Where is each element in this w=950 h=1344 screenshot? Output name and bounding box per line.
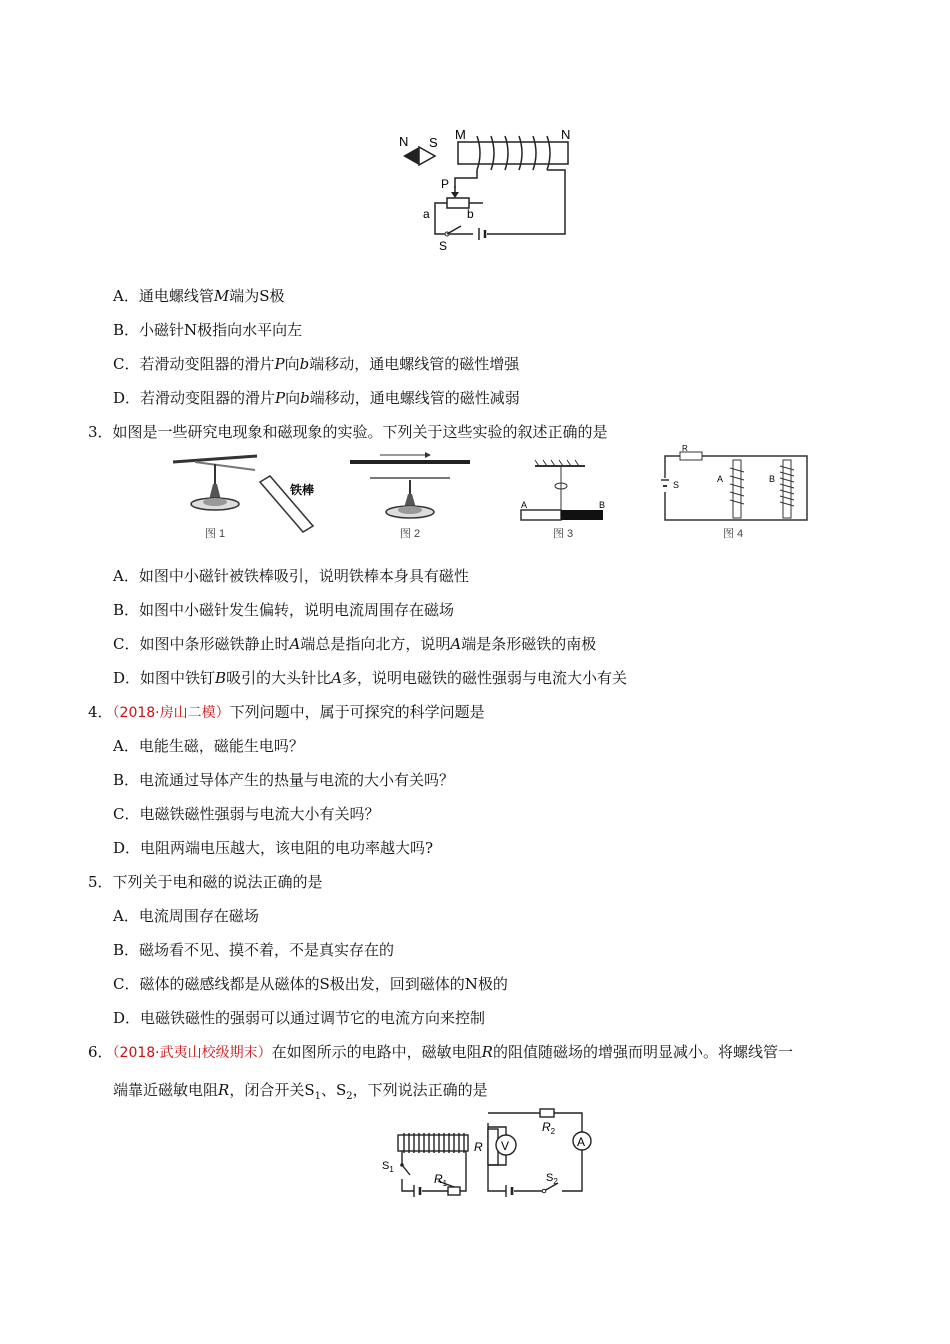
q4-source: （2018·房山二模）	[112, 705, 230, 721]
fig1-iron-bar-label: 铁棒	[290, 483, 315, 497]
q6-circuit-figure	[378, 1105, 608, 1205]
needle-s-label: S	[429, 135, 438, 150]
q2-option-d: D．若滑动变阻器的滑片P向b端移动，通电螺线管的磁性减弱	[113, 389, 520, 407]
meter-a-label: A	[577, 1135, 586, 1149]
fig1-caption: 图 1	[205, 528, 226, 540]
q3-option-c: C．如图中条形磁铁静止时A端总是指向北方，说明A端是条形磁铁的南极	[113, 635, 597, 653]
solenoid-n-label: N	[561, 127, 571, 142]
q2-option-c: C．若滑动变阻器的滑片P向b端移动，通电螺线管的磁性增强	[113, 355, 520, 373]
fig4-b-label: B	[769, 474, 776, 484]
q4-option-c: C．电磁铁磁性强弱与电流大小有关吗？	[113, 805, 380, 823]
slider-p-label: P	[441, 177, 450, 191]
q4-option-a: A．电能生磁，磁能生电吗？	[113, 737, 304, 755]
meter-v-label: V	[501, 1139, 510, 1153]
fig4-caption: 图 4	[723, 528, 744, 540]
q4-option-b: B．电流通过导体产生的热量与电流的大小有关吗？	[113, 771, 455, 789]
solenoid-circuit-figure	[395, 126, 585, 256]
compass-needle-north	[403, 147, 419, 165]
q3-option-b: B．如图中小磁针发生偏转，说明电流周围存在磁场	[113, 601, 455, 619]
q4-stem: 4．（2018·房山二模）下列问题中，属于可探究的科学问题是	[88, 703, 485, 721]
fig3-a-label: A	[521, 500, 528, 510]
q5-option-c: C．磁体的磁感线都是从磁体的S极出发，回到磁体的N极的	[113, 975, 508, 993]
solenoid-core	[458, 142, 568, 164]
fig3-hanging-bar-magnet	[521, 460, 605, 540]
fig4-s-label: S	[673, 480, 680, 490]
q4-option-d: D．电阻两端电压越大，该电阻的电功率越大吗?	[113, 839, 434, 857]
fig2-caption: 图 2	[400, 528, 421, 540]
q6-stem-line1: 6．（2018·武夷山校级期末）在如图所示的电路中，磁敏电阻R的阻值随磁场的增强而明显减小。将螺线管一	[88, 1043, 793, 1061]
switch-s-label: S	[439, 239, 448, 253]
q3-option-a: A．如图中小磁针被铁棒吸引，说明铁棒本身具有磁性	[113, 567, 469, 585]
q3-experiments-figure	[165, 444, 815, 542]
fig2-compass-under-wire	[350, 452, 470, 540]
q5-option-a: A．电流周围存在磁场	[113, 907, 259, 925]
magneto-resistor-r-label: R	[474, 1140, 483, 1154]
q3-option-d: D．如图中铁钉B吸引的大头针比A多，说明电磁铁的磁性强弱与电流大小有关	[113, 669, 627, 687]
svg-text:R1: $R_1$	[434, 1172, 448, 1188]
q6-source: （2018·武夷山校级期末）	[112, 1045, 272, 1061]
fig4-electromagnet-circuit	[661, 444, 807, 540]
q2-option-b: B．小磁针N极指向水平向左	[113, 321, 303, 339]
solenoid-m-label: M	[455, 127, 466, 142]
svg-text:R2: $R_2$	[542, 1120, 556, 1136]
fig4-r-label: R	[682, 444, 688, 453]
rheostat	[447, 198, 469, 208]
fig4-a-label: A	[717, 474, 724, 484]
fig3-caption: 图 3	[553, 528, 574, 540]
fig1-compass-and-iron-bar	[173, 456, 314, 540]
q5-option-b: B．磁场看不见、摸不着，不是真实存在的	[113, 941, 395, 959]
rheostat-a-label: a	[423, 207, 430, 221]
q5-stem: 5．下列关于电和磁的说法正确的是	[88, 873, 323, 891]
fig3-b-label: B	[599, 500, 606, 510]
q3-stem: 3．如图是一些研究电现象和磁现象的实验。下列关于这些实验的叙述正确的是	[88, 423, 608, 441]
rheostat-b-label: b	[467, 207, 474, 221]
needle-n-label: N	[399, 134, 409, 149]
svg-text:S1: $S_1$	[382, 1160, 394, 1174]
q2-option-a: A．通电螺线管M端为S极	[113, 287, 285, 305]
q6-stem-line2: 端靠近磁敏电阻R，闭合开关$S_1$、$S_2$，下列说法正确的是	[113, 1081, 488, 1102]
q5-option-d: D．电磁铁磁性的强弱可以通过调节它的电流方向来控制	[113, 1009, 486, 1027]
svg-text:S2: $S_2$	[546, 1172, 558, 1186]
